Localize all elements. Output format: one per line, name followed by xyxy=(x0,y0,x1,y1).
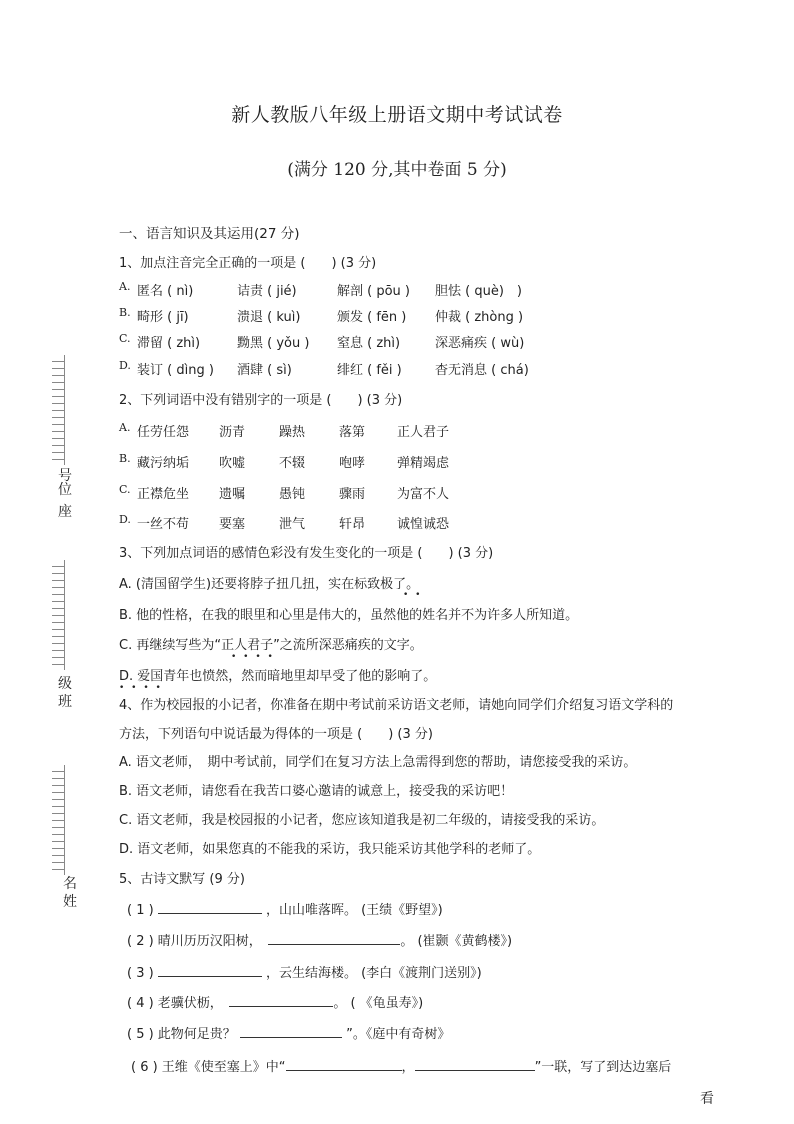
q4-option-c: C. 语文老师，我是校园报的小记者，您应该知道我是初二年级的，请接受我的采访。 xyxy=(119,813,605,828)
binding-dash xyxy=(52,452,64,453)
exam-subtitle: (满分 120 分,其中卷面 5 分) xyxy=(287,160,507,180)
binding-dash xyxy=(52,459,64,460)
binding-dash xyxy=(52,438,64,439)
q1-option-item: 颁发 ( fēn ) xyxy=(337,310,407,325)
exam-title: 新人教版八年级上册语文期中考试试卷 xyxy=(231,104,563,126)
q2-option-item: 为富不人 xyxy=(397,487,450,502)
option-letter: D. xyxy=(119,359,131,372)
q2-option-item: 吹嘘 xyxy=(219,456,246,471)
binding-dash xyxy=(52,848,64,849)
q2-option-item: 要塞 xyxy=(219,517,246,532)
option-letter: B. xyxy=(119,452,131,465)
q1-stem: 1、加点注音完全正确的一项是 ( ) (3 分) xyxy=(119,256,377,271)
q2-stem: 2、下列词语中没有错别字的一项是 ( ) (3 分) xyxy=(119,393,403,408)
answer-blank[interactable] xyxy=(158,901,262,914)
q2-option-item: 任劳任怨 xyxy=(137,425,190,440)
q3-option-c: C. 再继续写些为“正人君子”之流所深恶痛疾的文字。 xyxy=(119,638,423,653)
binding-dash xyxy=(52,792,64,793)
q3-option-a: A. (清国留学生)还要将脖子扭几扭，实在标致极了。 xyxy=(119,577,420,592)
q2-option-item: 遗嘱 xyxy=(219,487,246,502)
emphasis-dots: • • • • xyxy=(119,683,163,693)
q5-line-5: ( 5 ) 此物何足贵？ ”。《庭中有奇树》 xyxy=(127,1027,451,1042)
q1-option-item: 诘责 ( jié) xyxy=(237,284,297,299)
binding-dash xyxy=(52,382,64,383)
q2-option-item: 沥青 xyxy=(219,425,246,440)
q2-option-item: 泄气 xyxy=(279,517,306,532)
emphasis-dots: • • xyxy=(403,590,423,600)
binding-dash xyxy=(52,855,64,856)
q5-stem: 5、古诗文默写 (9 分) xyxy=(119,872,245,887)
q4-option-a: A. 语文老师， 期中考试前，同学们在复习方法上急需得到您的帮助，请您接受我的采访。 xyxy=(119,755,637,770)
binding-dash xyxy=(52,361,64,362)
section-1-heading: 一、语言知识及其运用(27 分) xyxy=(119,226,300,242)
q4-stem-line1: 4、作为校园报的小记者，你准备在期中考试前采访语文老师，请她向同学们介绍复习语文学科的 xyxy=(119,698,674,713)
q5-line-4: ( 4 ) 老骥伏枥， 。 ( 《龟虽寿》) xyxy=(127,996,424,1011)
binding-dash xyxy=(52,622,64,623)
answer-blank[interactable] xyxy=(268,932,400,945)
binding-dash xyxy=(52,417,64,418)
q2-option-item: 一丝不苟 xyxy=(137,517,190,532)
page-footer-text: 看 xyxy=(700,1091,714,1107)
option-letter: B. xyxy=(119,306,131,319)
binding-dash xyxy=(52,608,64,609)
binding-dash xyxy=(52,806,64,807)
q2-option-item: 正襟危坐 xyxy=(137,487,190,502)
binding-dash xyxy=(52,573,64,574)
q1-option-item: 杳无消息 ( chá) xyxy=(435,363,529,378)
answer-blank[interactable] xyxy=(229,994,333,1007)
option-letter: A. xyxy=(119,421,131,434)
q1-option-item: 匿名 ( nì) xyxy=(137,284,194,299)
q1-option-item: 深恶痛疾 ( wù) xyxy=(435,336,525,351)
binding-dash xyxy=(52,799,64,800)
binding-dash xyxy=(52,601,64,602)
q1-option-item: 溃退 ( kuì) xyxy=(237,310,301,325)
q1-option-item: 酒肆 ( sì) xyxy=(237,363,292,378)
binding-dash xyxy=(52,636,64,637)
q3-option-b: B. 他的性格，在我的眼里和心里是伟大的，虽然他的姓名并不为许多人所知道。 xyxy=(119,608,579,623)
binding-dash xyxy=(52,368,64,369)
answer-blank[interactable] xyxy=(415,1058,535,1071)
q1-option-item: 仲裁 ( zhòng ) xyxy=(435,310,524,325)
q5-line-3: ( 3 ) ，云生结海楼。 (李白《渡荆门送别》) xyxy=(127,966,482,981)
seat-label: 号 位 座 xyxy=(58,468,72,520)
binding-dash xyxy=(52,389,64,390)
q2-option-item: 诚惶诚恐 xyxy=(397,517,450,532)
q2-option-item: 轩昂 xyxy=(339,517,366,532)
q4-option-b: B. 语文老师，请您看在我苦口婆心邀请的诚意上，接受我的采访吧！ xyxy=(119,784,514,799)
binding-dash xyxy=(52,424,64,425)
answer-blank[interactable] xyxy=(158,964,262,977)
binding-dash xyxy=(52,403,64,404)
option-letter: A. xyxy=(119,280,131,293)
q5-line-2: ( 2 ) 晴川历历汉阳树， 。 (崔颢《黄鹤楼》) xyxy=(127,934,513,949)
binding-dash xyxy=(52,664,64,665)
binding-dash xyxy=(52,657,64,658)
binding-dash xyxy=(52,771,64,772)
binding-dash xyxy=(52,615,64,616)
binding-dash xyxy=(52,643,64,644)
binding-dash xyxy=(52,869,64,870)
q3-option-d: D. 爱国青年也愤然，然而暗地里却早受了他的影响了。 xyxy=(119,669,437,684)
q1-option-item: 黝黑 ( yǒu ) xyxy=(237,336,310,351)
q4-stem-line2: 方法，下列语句中说话最为得体的一项是 ( ) (3 分) xyxy=(119,727,433,742)
binding-dash xyxy=(52,580,64,581)
q1-option-item: 畸形 ( jī) xyxy=(137,310,189,325)
binding-dash xyxy=(52,650,64,651)
binding-dash xyxy=(52,820,64,821)
binding-dash xyxy=(52,396,64,397)
q3-stem: 3、下列加点词语的感情色彩没有发生变化的一项是 ( ) (3 分) xyxy=(119,546,494,561)
binding-dash xyxy=(52,785,64,786)
q1-option-item: 滞留 ( zhì) xyxy=(137,336,201,351)
option-letter: C. xyxy=(119,332,131,345)
binding-dash xyxy=(52,827,64,828)
q2-option-item: 正人君子 xyxy=(397,425,450,440)
binding-dash xyxy=(52,841,64,842)
q1-option-item: 绯红 ( fěi ) xyxy=(337,363,402,378)
q2-option-item: 不辍 xyxy=(279,456,306,471)
binding-dash xyxy=(52,778,64,779)
q2-option-item: 咆哮 xyxy=(339,456,366,471)
binding-dash xyxy=(52,629,64,630)
binding-margin xyxy=(50,355,90,915)
answer-blank[interactable] xyxy=(240,1025,342,1038)
binding-dash xyxy=(52,431,64,432)
binding-dash xyxy=(52,375,64,376)
q2-option-item: 骤雨 xyxy=(339,487,366,502)
binding-dash xyxy=(52,813,64,814)
q4-option-d: D. 语文老师，如果您真的不能我的采访，我只能采访其他学科的老师了。 xyxy=(119,842,541,857)
name-label: 名 姓 xyxy=(63,876,77,910)
q1-option-item: 解剖 ( pōu ) xyxy=(337,284,410,299)
option-letter: C. xyxy=(119,483,131,496)
q2-option-item: 愚钝 xyxy=(279,487,306,502)
emphasis-dots: • • • • xyxy=(231,652,275,662)
binding-dash xyxy=(52,566,64,567)
binding-dash xyxy=(52,594,64,595)
q2-option-item: 躁热 xyxy=(279,425,306,440)
binding-dash xyxy=(52,445,64,446)
binding-dash xyxy=(52,862,64,863)
q1-option-item: 窒息 ( zhì) xyxy=(337,336,401,351)
binding-dash xyxy=(52,834,64,835)
q5-line-6: ( 6 ) 王维《使至塞上》中“ ， ”一联，写了到达边塞后 xyxy=(131,1060,672,1075)
q2-option-item: 弹精竭虑 xyxy=(397,456,450,471)
option-letter: D. xyxy=(119,513,131,526)
q2-option-item: 藏污纳垢 xyxy=(137,456,190,471)
binding-dash xyxy=(52,410,64,411)
q5-line-1: ( 1 ) ，山山唯落晖。 (王绩《野望》) xyxy=(127,903,443,918)
answer-blank[interactable] xyxy=(286,1058,402,1071)
q1-option-item: 胆怯 ( què) ) xyxy=(435,284,522,299)
q1-option-item: 装订 ( dìng ) xyxy=(137,363,214,378)
q2-option-item: 落第 xyxy=(339,425,366,440)
class-label: 级 班 xyxy=(58,676,72,710)
binding-dash xyxy=(52,587,64,588)
